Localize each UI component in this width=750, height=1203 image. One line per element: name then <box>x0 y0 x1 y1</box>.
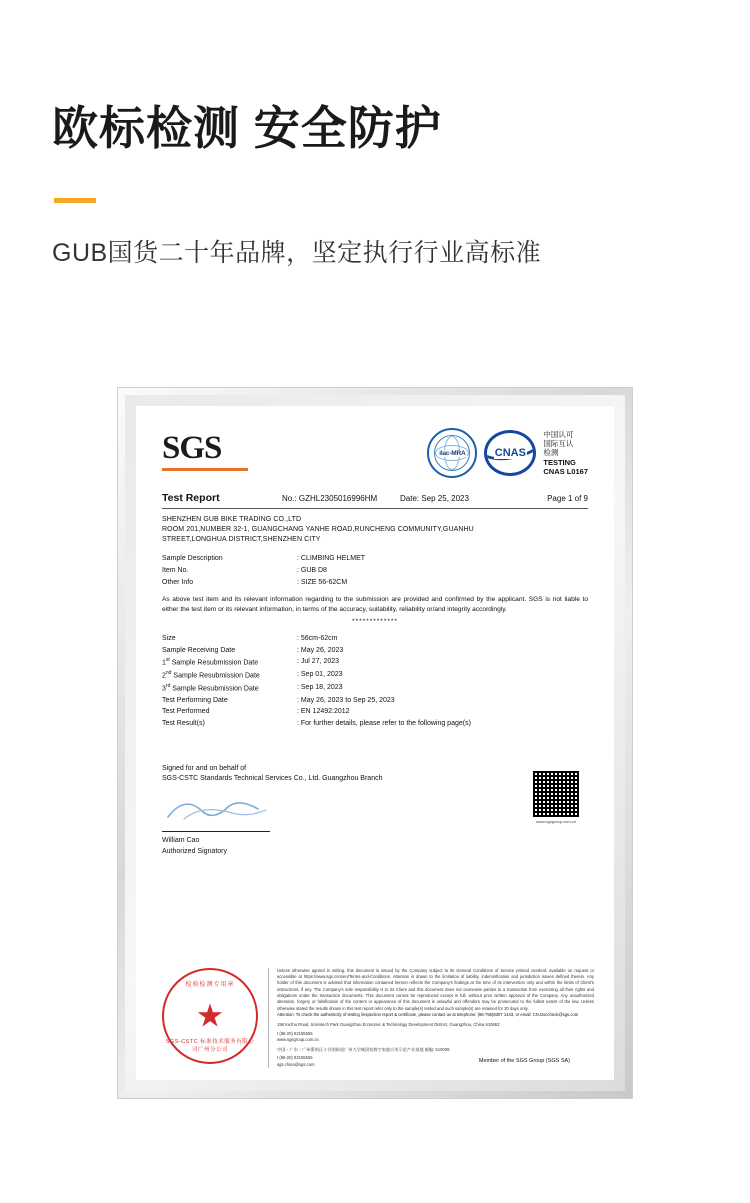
signed-entity-line: SGS-CSTC Standards Technical Services Co., Ltd. Guangzhou Branch <box>162 775 383 783</box>
field-value: : Sep 18, 2023 <box>297 684 343 691</box>
table-row <box>162 718 588 730</box>
field-key: Test Performed <box>162 708 210 716</box>
field-key-ordinal: rd <box>165 683 171 689</box>
client-address-line-3: STREET,LONGHUA DISTRICT,SHENZHEN CITY <box>162 536 321 544</box>
field-key <box>162 682 297 695</box>
table-row <box>162 706 588 718</box>
field-value: : Sep 01, 2023 <box>297 671 343 679</box>
field-key-rest: Sample Resubmission Date <box>169 659 259 667</box>
accreditation-marks <box>427 428 588 478</box>
client-address-line-2: ROOM 201,NUMBER 32-1, GUANGCHANG YANHE ROAD,RUNCHENG COMMUNITY,GUANHU <box>162 526 474 534</box>
legal-web: www.sgsgroup.com.cn <box>277 1036 319 1042</box>
table-row <box>162 669 588 682</box>
field-key: Size <box>162 635 176 643</box>
ilac-mra-icon <box>427 428 477 478</box>
table-row <box>162 565 588 577</box>
seal-bottom-text: SGS-CSTC 标准技术服务有限公司广州分公司 <box>165 1038 255 1053</box>
report-header-row <box>162 492 588 509</box>
field-key-rest: Sample Resubmission Date <box>171 672 260 680</box>
field-key <box>162 656 297 669</box>
field-value: : SIZE 56-62CM <box>297 578 348 586</box>
field-key: Sample Receiving Date <box>162 646 236 654</box>
test-details-table <box>162 633 588 729</box>
certificate-footer <box>162 968 594 1068</box>
sample-disclaimer: As above test item and its relevant information regarding to the submission are provided and confirmed by the applicant. SGS is not liable to either the test item or its relevant information, in terms of the accuracy, suitability, reliability or/and integrity accordingly. <box>162 596 588 613</box>
field-value: : Jul 27, 2023 <box>297 658 340 666</box>
legal-phone-2: t (86-20) 82155555 <box>277 1055 313 1061</box>
table-row <box>162 695 588 707</box>
cnas-text-en-1: TESTING <box>543 457 576 467</box>
table-row <box>162 553 588 565</box>
field-key: Test Result(s) <box>162 719 205 727</box>
sample-info-table <box>162 553 588 588</box>
field-key-number: 3 <box>162 685 166 693</box>
field-value: : CLIMBING HELMET <box>297 555 366 563</box>
legal-address-en: 198 Kezhu Road, Scientech Park Guangzhou Economic & Technology Development District, Guangzhou, China 510663 <box>277 1022 500 1028</box>
field-key-rest: Sample Resubmission Date <box>170 685 259 693</box>
field-value: : May 26, 2023 to Sep 25, 2023 <box>297 696 395 704</box>
field-key: Sample Description <box>162 555 223 563</box>
signature-rule <box>162 831 270 832</box>
table-row <box>162 645 588 657</box>
legal-body: Unless otherwise agreed in writing, this document is issued by the Company subject to its General Conditions of Service printed overleaf, available on request or accessible at https://www.sgs.com/en/Terms-and-Conditions. Attention is drawn to the limitation of liability, indemnification and jurisdiction issues defined therein. Any holder of this document is advised that information contained hereon reflects the Company's findings at the time of its intervention only and within the limits of Client's instructions, if any. The Company's sole responsibility is to its Client and this document does not exonerate parties to a transaction from exercising all their rights and obligations under the transaction documents. This document cannot be reproduced except in full, without prior written approval of the Company. Any unauthorized alteration, forgery or falsification of the content or appearance of this document is unlawful and offenders may be prosecuted to the fullest extent of the law. Unless otherwise stated the results shown in this test report refer only to the sample(s) tested and such sample(s) are retained for 30 days only. <box>277 967 594 1011</box>
field-key-number: 2 <box>162 672 166 680</box>
cnas-label: CNAS <box>494 447 526 459</box>
signed-for-line: Signed for and on behalf of <box>162 764 247 772</box>
cnas-accreditation-text <box>543 430 588 477</box>
legal-terms <box>268 968 594 1068</box>
field-value: : EN 12492:2012 <box>297 708 350 716</box>
report-number: No.: GZHL2305016996HM <box>282 494 378 503</box>
cnas-icon <box>484 430 536 476</box>
field-value: : May 26, 2023 <box>297 646 344 654</box>
company-seal-icon <box>162 968 258 1064</box>
field-key-ordinal: nd <box>165 670 172 677</box>
field-key-ordinal: st <box>165 657 170 664</box>
table-row <box>162 577 588 589</box>
table-row <box>162 682 588 695</box>
seal-top-text: 检验检测专用章 <box>185 981 235 988</box>
signatory-role: Authorized Signatory <box>162 847 227 855</box>
certificate-frame <box>118 388 632 1098</box>
certificate-document <box>136 406 614 1080</box>
section-separator: ************* <box>352 618 398 626</box>
page-title: 欧标检测 安全防护 <box>52 102 442 154</box>
certificate-header <box>162 428 588 490</box>
field-key: Item No. <box>162 566 189 574</box>
field-value: : For further details, please refer to the following page(s) <box>297 719 471 727</box>
ilac-mra-label: ilac-MRA <box>439 449 466 457</box>
page-subtitle: GUB国货二十年品牌，坚定执行行业高标准 <box>52 239 542 267</box>
client-address <box>162 515 588 545</box>
field-key: Other Info <box>162 578 194 586</box>
field-key-number: 1 <box>162 659 166 667</box>
report-title: Test Report <box>162 492 220 504</box>
report-date: Date: Sep 25, 2023 <box>400 494 469 503</box>
field-value: : GUB D8 <box>297 566 327 574</box>
qr-code-caption: www.sgsgroup.com.cn <box>535 818 576 824</box>
field-key: Test Performing Date <box>162 696 228 704</box>
handwritten-signature-icon <box>162 795 282 825</box>
field-key <box>162 669 297 682</box>
cnas-text-cn-3: 检测 <box>543 448 559 458</box>
legal-attention: Attention: To check the authenticity of testing /inspection report & certificate, please contact us at telephone: (86-755)8307 1443, or email: CN.Doccheck@sgs.com <box>277 1011 579 1017</box>
client-address-line-1: SHENZHEN GUB BIKE TRADING CO.,LTD <box>162 516 302 523</box>
table-row <box>162 633 588 645</box>
sgs-member-note: Member of the SGS Group (SGS SA) <box>478 1058 570 1064</box>
cnas-text-en-2: CNAS L0167 <box>543 467 588 477</box>
signature-block <box>162 764 588 858</box>
legal-phone-1: t (86-20) 82155555 <box>277 1030 313 1036</box>
signatory-name: William Cao <box>162 837 200 845</box>
legal-address-cn: 中国・广东・广州番禺区小谷围街道广州大学城国家数字家庭应用示范产业基地 邮编: 510006 <box>277 1047 450 1053</box>
legal-email: sgs.china@sgs.com <box>277 1061 315 1067</box>
table-row <box>162 656 588 669</box>
report-page: Page 1 of 9 <box>547 494 588 503</box>
sgs-logo: SGS <box>162 432 221 469</box>
qr-code-icon <box>532 770 580 818</box>
field-value: : 56cm-62cm <box>297 635 338 643</box>
accent-divider <box>54 198 96 203</box>
cnas-text-cn-2: 国际互认 <box>543 438 574 448</box>
qr-code-block <box>530 770 582 825</box>
seal-star-icon: ★ <box>196 1000 223 1031</box>
cnas-text-cn-1: 中国认可 <box>543 429 574 439</box>
certificate-frame-inner <box>125 395 625 1091</box>
